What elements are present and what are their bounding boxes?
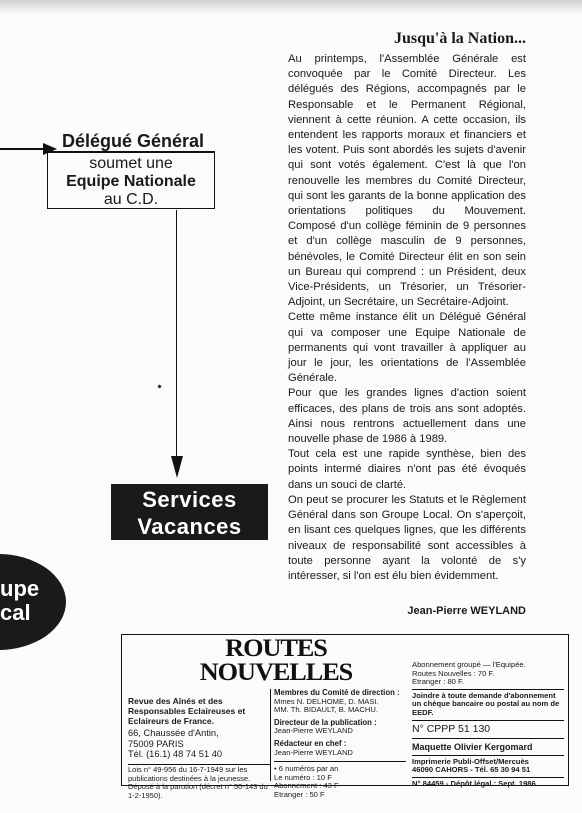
joindre-text: Joindre à toute demande d'abonnement un chèque bancaire ou postal au nom de EEDF. bbox=[412, 690, 560, 717]
groupe-abonnement: Abonnement groupé — l'Equipée. bbox=[412, 660, 526, 669]
directeur-name: Jean-Pierre WEYLAND bbox=[274, 726, 353, 736]
numeros-text: • 6 numéros par an bbox=[274, 764, 339, 774]
subscription-block bbox=[412, 659, 564, 690]
article bbox=[288, 30, 526, 584]
depot-text: Déposé à la parution (décret n° 50-143 du 1-2-1950). bbox=[128, 782, 268, 800]
services-line-1: Services bbox=[142, 487, 237, 512]
cpp-number: N° CPPP 51 130 bbox=[412, 721, 564, 739]
legal-notice bbox=[128, 764, 270, 800]
groupe-local-oval bbox=[0, 554, 66, 650]
article-paragraph: Au printemps, l'Assemblée Générale est convoquée par le Comité Directeur. Les délégués des Régions, accompagnés par le Responsable et le Permanent Régional, viennent à cette réunion. A cette occasion, ils entendent les rapports moraux et financiers et les votent. Puis sont abordés les sujets d'avenir qui sont votés également. C'est là que l'on renouvelle les membres du Comité Directeur, qui sont les garants de la bonne application des orientations politiques du Mouvement. Composé d'un collège féminin de 9 personnes et d'un collège masculin de 9 personnes, bénévoles, le Comité Directeur élit en son sein un Bureau qui comprend : un Président, deux Vice-Présidents, un Trésorier, un Trésorier- Adjoint, un Secrétaire, un Secrétaire-Adjoint. bbox=[288, 53, 526, 309]
address-line-1: 66, Chaussée d'Antin, bbox=[128, 728, 219, 738]
masthead-column-staff bbox=[270, 688, 406, 799]
box-line-1: soumet une bbox=[89, 155, 173, 172]
comite-names-2: MM. Th. BIDAULT, B. MACHU. bbox=[274, 705, 378, 715]
scan-edge bbox=[0, 0, 582, 14]
directeur-block bbox=[274, 719, 406, 736]
oval-line-2: cal bbox=[0, 600, 31, 625]
services-vacances-box bbox=[111, 484, 268, 540]
comite-block bbox=[274, 689, 406, 715]
article-paragraph: Tout cela est une rapide synthèse, bien des points intermé diaires n'ont pas été évoqués dans un souci de clarté. bbox=[288, 448, 526, 491]
depot-legal: N° 84459 - Dépôt légal : Sept. 1986 bbox=[412, 778, 536, 788]
redacteur-label: Rédacteur en chef : bbox=[274, 738, 347, 748]
directeur-label: Directeur de la publication : bbox=[274, 717, 377, 727]
comite-names-1: Mmes N. DELHOME, D. MASI. bbox=[274, 696, 379, 706]
publisher-address bbox=[128, 728, 268, 760]
article-paragraph: Pour que les grandes lignes d'action soient efficaces, des plans de trois ans sont adoptés. Ainsi nous rentrons actuellement dans une nouvelle phase de 1986 à 1989. bbox=[288, 387, 526, 446]
incoming-connector-line bbox=[0, 148, 44, 150]
routes-price: Routes Nouvelles : 70 F. bbox=[412, 668, 495, 678]
article-paragraph: Cette même instance élit un Délégué Général qui va composer une Equipe Nationale de permanents qui vont travailler à appliquer au jour le jour, les orientations de l'Assemblée Générale. bbox=[288, 311, 526, 385]
etranger-price-2: Etranger : 80 F. bbox=[412, 677, 464, 687]
speck-mark bbox=[157, 384, 161, 388]
imprimerie-line-2: 46090 CAHORS - Tél. 65 30 94 51 bbox=[412, 765, 531, 775]
masthead-column-subscription bbox=[412, 659, 564, 788]
etranger-price: Etranger : 50 F bbox=[274, 789, 325, 799]
delegue-general-label: Délégué Général bbox=[62, 131, 205, 151]
redacteur-name: Jean-Pierre WEYLAND bbox=[274, 747, 353, 757]
article-signature: Jean-Pierre WEYLAND bbox=[407, 605, 526, 617]
staff-divider bbox=[274, 761, 406, 762]
le-numero-price: Le numéro : 10 F bbox=[274, 772, 332, 782]
redacteur-block bbox=[274, 740, 406, 757]
logo-word-2: NOUVELLES bbox=[199, 659, 353, 686]
address-line-2: 75009 PARIS bbox=[128, 738, 184, 749]
lois-text: Lois n° 49-956 du 16-7-1949 sur les publications destinées à la jeunesse. bbox=[128, 765, 251, 783]
box-line-2: Equipe Nationale bbox=[66, 173, 196, 190]
arrow-down-icon bbox=[171, 456, 183, 478]
services-line-2: Vacances bbox=[137, 514, 242, 539]
joindre-block bbox=[412, 690, 564, 721]
article-title: Jusqu'à la Nation... bbox=[393, 30, 526, 47]
box-line-3: au C.D. bbox=[103, 191, 159, 208]
logo-word-1: ROUTES bbox=[225, 635, 327, 662]
imprimerie-block bbox=[412, 756, 564, 778]
masthead-box bbox=[121, 634, 569, 800]
publication-description: Revue des Aînés et des Responsables Eclaireuses et Eclaireurs de France. bbox=[128, 696, 246, 726]
imprimerie-line-1: Imprimerie Publi-Offset/Mercuès bbox=[412, 756, 529, 766]
vertical-connector-line bbox=[176, 210, 177, 472]
phone-number: Tél. (16.1) 48 74 51 40 bbox=[128, 749, 223, 759]
equipe-nationale-box bbox=[47, 151, 215, 209]
article-paragraph: On peut se procurer les Statuts et le Règlement Général dans son Groupe Local. On s'aperçoit, en lisant ces quelques lignes, que les différents niveaux de responsabilité sont accessibles à toute personne ayant la volonté de s'y intéresser, si l'on est élu bien évidemment. bbox=[288, 493, 526, 582]
oval-line-1: upe bbox=[0, 576, 40, 601]
comite-label: Membres du Comité de direction : bbox=[274, 688, 400, 697]
abonnement-price: Abonnement : 43 F bbox=[274, 781, 339, 791]
routes-nouvelles-logo bbox=[196, 637, 356, 689]
maquette-credit: Maquette Olivier Kergomard bbox=[412, 739, 564, 756]
article-body bbox=[288, 52, 526, 584]
